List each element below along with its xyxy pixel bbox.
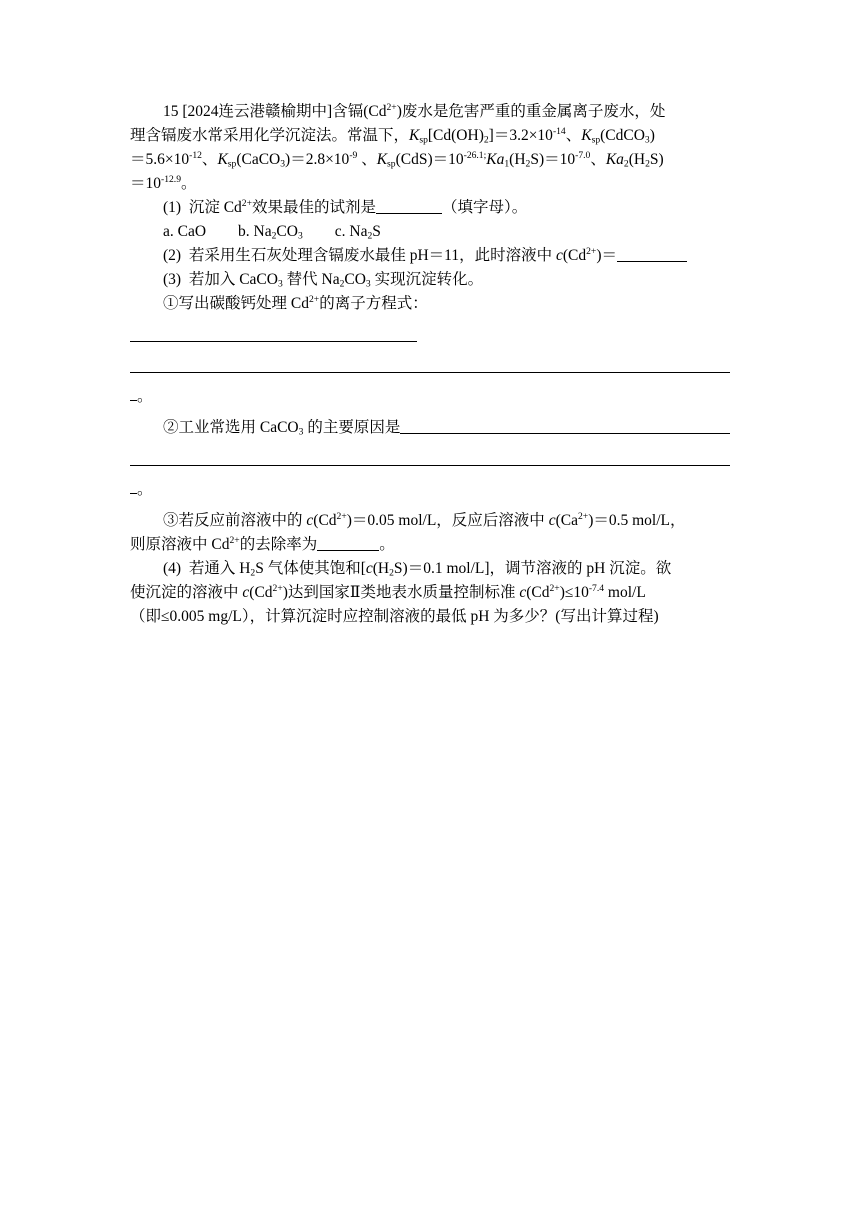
part1-text: (1) 沉淀 $Cd^{2+}$效果最佳的试剂是 [163,198,377,216]
part3-sub1-end: 。 [130,385,730,409]
part3-sub1-answer-line-2[interactable] [130,354,730,378]
part3-sub1-answer-line-1[interactable] [130,323,417,347]
option-b[interactable]: b. $Na_2CO_3$ [238,223,303,242]
part3-sub3-text: ③若反应前溶液中的 $c(Cd^{2+})=0.05$ mol/L，反应后溶液中 $c(Ca^{2+})=0.5$ mol/L， [163,511,686,529]
option-a[interactable]: a. CaO [163,223,207,240]
part3-sub2-end: 。 [130,478,730,502]
part3-sub2-answer-line[interactable] [130,447,730,471]
part3-question [130,268,730,292]
stem-line-4 [130,172,730,196]
part4-text-1: (4) 若通入 $H_2S$ 气体使其饱和[$c(H_2S)=0.1$ mol/L]，调节溶液的 pH 沉淀。欲 [163,560,672,579]
stem-line-3 [130,148,730,172]
part3-sub3-answer-blank[interactable] [317,533,379,551]
stem-method: 理含镉废水常采用化学沉淀法。常温下，$K_{sp}[Cd(OH)_2]=3.2\times 10^{-14}$、$K_{sp}(CdCO_3)$ [130,126,655,146]
part3-text: (3) 若加入 CaCO$_3$ 替代 $Na_2CO_3$ 实现沉淀转化。 [163,271,484,290]
part3-sub3-ask: 则原溶液中 $Cd^{2+}$的去除率为 [130,535,318,553]
part4-line-1 [130,557,730,581]
part1-question [130,196,730,220]
part3-sub1-text: ①写出碳酸钙处理 $Cd^{2+}$的离子方程式： [163,294,428,312]
part1-hint: （填字母）。 [442,199,528,216]
stem-line-2 [130,124,730,148]
part3-sub2 [130,416,730,440]
part2-answer-blank[interactable] [617,244,687,262]
part4-text-2: 使沉淀的溶液中 $c(Cd^{2+})$达到国家Ⅱ类地表水质量控制标准 $c(Cd^{2+})\le 10^{-7.4}$ mol/L [130,583,646,601]
stem-ka2-value: $=10^{-12.9}$。 [130,174,197,192]
part2-text: (2) 若采用生石灰处理含镉废水最佳 pH＝11，此时溶液中 $c(Cd^{2+})=$ [163,246,617,264]
part3-sub2-answer-blank[interactable] [400,416,730,434]
part1-answer-blank[interactable] [376,196,442,214]
part3-sub2-text: ②工业常选用 CaCO$_3$ 的主要原因是 [163,419,401,438]
part4-line-3 [130,605,730,629]
option-c[interactable]: c. $Na_2S$ [334,223,381,242]
part3-sub1 [130,292,730,316]
part2-question [130,244,730,268]
part3-sub3-line-2: 则原溶液中 $Cd^{2+}$的去除率为 。 [130,533,730,557]
question-15 [130,100,730,629]
question-source: [2024连云港赣榆期中] [182,103,333,120]
stem-constants: $=5.6\times 10^{-12}$、$K_{sp}(CaCO_3)=2.8\times 10^{-9}$ 、$K_{sp}(CdS)=10^{-26.1;}Ka_1(H_2S)=10^{-7.0}$、$Ka_2(H_2S)$ [130,150,664,170]
stem-intro: 15 [2024连云港赣榆期中]含镉$(Cd^{2+})$废水是危害严重的重金属离子废水，处 [163,102,666,120]
question-number: 15 [163,103,179,120]
part1-options [130,220,730,244]
stem-line-1 [130,100,730,124]
part3-sub3-line-1 [130,509,730,533]
part4-line-2 [130,581,730,605]
part4-text-3: （即≤0.005 mg/L），计算沉淀时应控制溶液的最低 pH 为多少？(写出计算过程) [130,608,659,625]
